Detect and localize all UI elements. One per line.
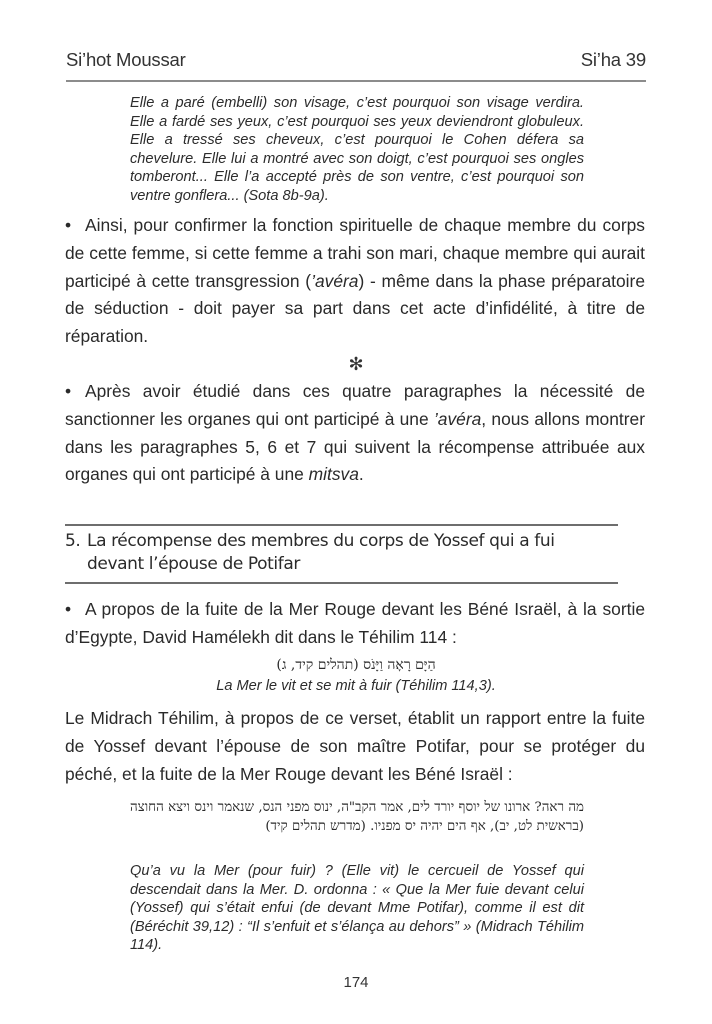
paragraph-text: . (358, 464, 364, 485)
section-number: 5. (65, 531, 81, 551)
paragraph-text: Après avoir étudié dans ces quatre paragraphes la nécessité de sanctionner les organes qui ont participé à une (65, 381, 645, 429)
bullet-icon (65, 378, 85, 406)
paragraph-a-propos (65, 596, 645, 652)
hebrew-verse: הַיָּם רָאָה וַיָּנֹס (תהלים קיד, ג) (276, 657, 436, 673)
paragraph-text: , nous allons montrer dans les paragraphes 5, 6 et 7 qui suivent la récompense attribuée aux organes qui ont participé à une (65, 408, 645, 485)
midrash-hebrew: מה ראה? ארונו של יוסף יורד לים, אמר הקב"ה, ינוס מפני הנס, שנאמר וינס ויצא החוצה (בראשית לט, יב), אף הים יהיה יס מפניו. (מדרש תהלים קיד) (130, 800, 584, 834)
section-title-line2: devant l’épouse de Potifar (87, 554, 300, 574)
bullet-icon (65, 596, 85, 624)
term-mitsva: mitsva (308, 464, 359, 485)
page-number: 174 (343, 974, 369, 991)
verse-translation: La Mer le vit et se mit à fuir (Téhilim 114,3). (216, 678, 496, 694)
section-title-line1: La récompense des membres du corps de Yossef qui a fui (87, 531, 555, 551)
term-avera: ’avéra (433, 408, 482, 429)
paragraph-text: ) - même dans la phase préparatoire de séduction - doit payer sa part dans cet acte d’infidélité, à titre de réparation. (65, 270, 645, 347)
bullet-icon (65, 212, 85, 240)
term-avera: ’avéra (311, 270, 359, 291)
section-heading (65, 524, 618, 584)
paragraph-ainsi (65, 212, 645, 351)
asterisk-separator-icon: ✻ (348, 354, 364, 375)
paragraph-text: Ainsi, pour confirmer la fonction spirituelle de chaque membre du corps de cette femme, si cette femme a trahi son mari, chaque membre qui aurait participé à cette transgression ( (65, 215, 645, 291)
paragraph-text: A propos de la fuite de la Mer Rouge devant les Béné Israël, à la sortie d’Egypte, David Hamélekh dit dans le Téhilim 114 : (65, 599, 645, 647)
book-title: Si’hot Moussar (66, 49, 186, 70)
paragraph-midrach: Le Midrach Téhilim, à propos de ce verset, établit un rapport entre la fuite de Yossef devant l’épouse de son maître Potifar, pour se protéger du péché, et la fuite de la Mer Rouge devant les Béné Israël : (65, 708, 645, 784)
midrash-translation: Qu’a vu la Mer (pour fuir) ? (Elle vit) le cercueil de Yossef qui descendait dans la Mer. D. ordonna : « Que la Mer fuie devant celui (Yossef) qui s’était enfui (de devant Mme Potifar), comme il est dit (Béréchit 39,12) : “Il s’enfuit et s’élança au dehors” » (Midrach Téhilim 114). (130, 863, 584, 954)
running-header (66, 46, 646, 82)
chapter-label: Si’ha 39 (580, 49, 646, 70)
paragraph-apres (65, 378, 645, 489)
sota-quote: Elle a paré (embelli) son visage, c’est pourquoi son visage verdira. Elle a fardé ses yeux, c’est pourquoi ses yeux deviendront globuleux. Elle a tressé ses cheveux, c’est pourquoi le Cohen défera sa chevelure. Elle lui a montré avec son doigt, c’est pourquoi ses ongles tomberont... Elle l’a accepté près de son ventre, c’est pourquoi son ventre gonflera... (Sota 8b-9a). (130, 95, 584, 204)
